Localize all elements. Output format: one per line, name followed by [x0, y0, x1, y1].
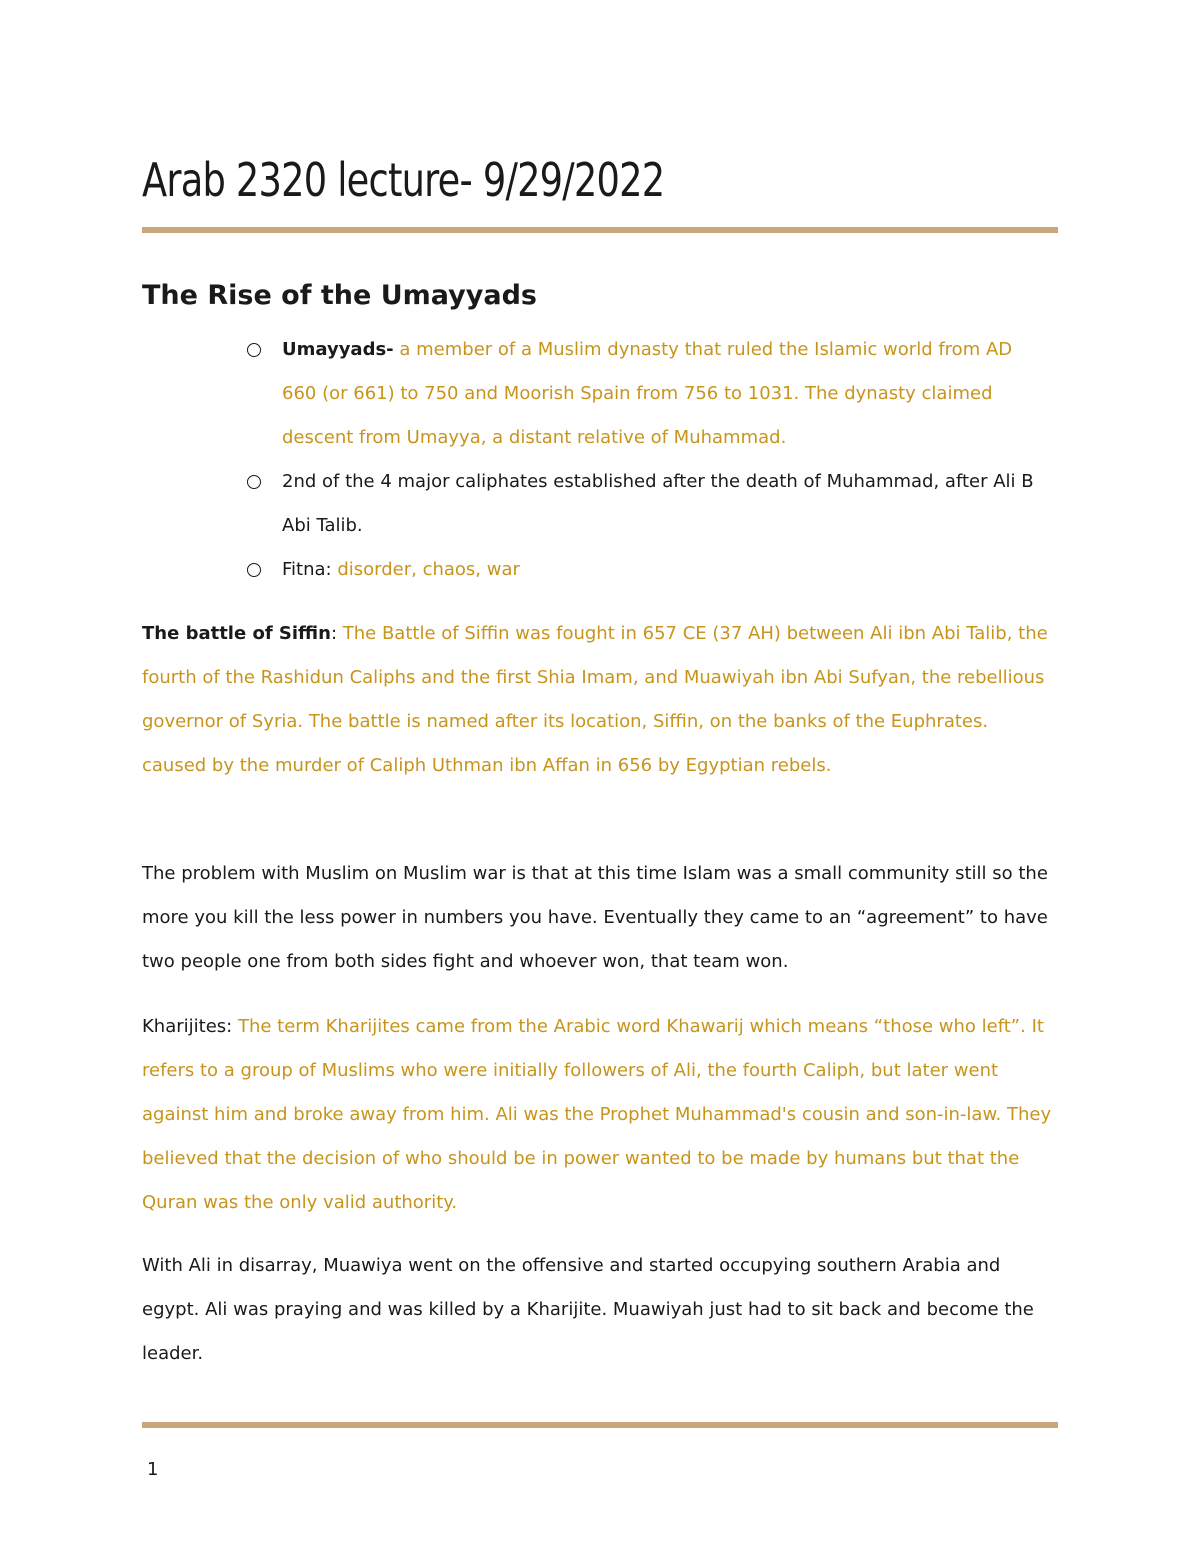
bullet-list — [247, 328, 1047, 592]
list-item — [247, 548, 1047, 592]
bullet-definition: a member of a Muslim dynasty that ruled the Islamic world from AD 660 (or 661) to 750 and Moorish Spain from 756 to 1031. The dynasty claimed descent from Umayya, a distant relative of Muhammad. — [282, 339, 1013, 448]
circle-bullet-icon — [247, 343, 261, 357]
bullet-definition: disorder, chaos, war — [331, 559, 520, 580]
title-divider — [142, 227, 1058, 233]
bullet-term: Umayyads- — [282, 339, 394, 360]
circle-bullet-icon — [247, 475, 261, 489]
page-title: Arab 2320 lecture- 9/29/2022 — [142, 153, 665, 207]
bullet-term: Fitna: — [282, 559, 332, 580]
list-item — [247, 460, 1047, 548]
list-item — [247, 328, 1047, 460]
siffin-definition: The Battle of Siffin was fought in 657 CE (37 AH) between Ali ibn Abi Talib, the fourth of the Rashidun Caliphs and the first Shia Imam, and Muawiyah ibn Abi Sufyan, the rebellious governor of Syria. The battle is named after its location, Siffin, on the banks of the Euphrates. caused by the murder of Caliph Uthman ibn Affan in 656 by Egyptian rebels. — [142, 623, 1048, 776]
circle-bullet-icon — [247, 563, 261, 577]
document-page — [142, 0, 1058, 1553]
siffin-paragraph — [142, 612, 1058, 788]
kharijites-definition: The term Kharijites came from the Arabic word Khawarij which means “those who left”. It refers to a group of Muslims who were initially followers of Ali, the fourth Caliph, but later went against him and broke away from him. Ali was the Prophet Muhammad's cousin and son-in-law. They believed that the decision of who should be in power wanted to be made by humans but that the Quran was the only valid authority. — [142, 1016, 1052, 1213]
section-heading: The Rise of the Umayyads — [142, 280, 537, 311]
kharijites-paragraph — [142, 1005, 1058, 1225]
footer-divider — [142, 1422, 1058, 1428]
final-paragraph: With Ali in disarray, Muawiya went on the offensive and started occupying southern Arabia and egypt. Ali was praying and was killed by a Kharijite. Muawiyah just had to sit back and become the leader. — [142, 1255, 1034, 1364]
problem-paragraph: The problem with Muslim on Muslim war is that at this time Islam was a small community still so the more you kill the less power in numbers you have. Eventually they came to an “agreement” to have two people one from both sides fight and whoever won, that team won. — [142, 863, 1048, 972]
siffin-term: The battle of Siffin — [142, 623, 331, 644]
kharijites-term: Kharijites: — [142, 1016, 233, 1037]
siffin-colon: : — [330, 623, 338, 644]
page-number: 1 — [147, 1459, 159, 1480]
bullet-text: 2nd of the 4 major caliphates established after the death of Muhammad, after Ali B Abi Talib. — [282, 471, 1034, 536]
